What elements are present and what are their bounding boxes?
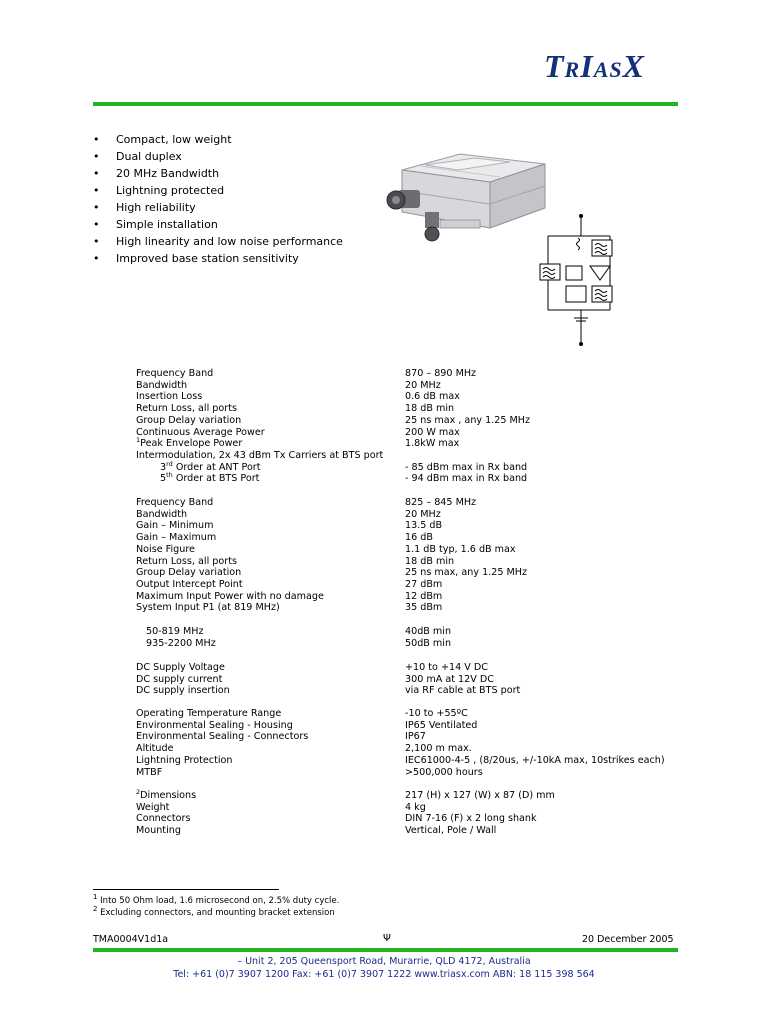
spec-label: Operating Temperature Range [136, 708, 282, 719]
spec-value: via RF cable at BTS port [405, 685, 521, 697]
spec-label: 50-819 MHz [146, 626, 204, 637]
spec-value: >500,000 hours [405, 766, 483, 778]
spec-value: 200 W max [405, 426, 460, 438]
feature-item: • Dual duplex [93, 148, 343, 165]
company-address: – Unit 2, 205 Queensport Road, Murarrie, QLD 4172, Australia [237, 956, 531, 967]
spec-value: DIN 7-16 (F) x 2 long shank [405, 813, 537, 825]
spec-label: Output Intercept Point [136, 578, 243, 590]
spec-label: Weight [136, 801, 170, 813]
spec-label: Environmental Sealing - Housing [136, 719, 293, 731]
spec-label: Continuous Average Power [136, 426, 265, 438]
spec-value: 27 dBm [405, 578, 443, 590]
spec-label: 5th Order at BTS Port [160, 471, 260, 485]
spec-label: Frequency Band [136, 368, 214, 379]
feature-item: • Compact, low weight [93, 131, 343, 148]
footnote-2 [93, 905, 335, 918]
spec-label: Intermodulation, 2x 43 dBm Tx Carriers at BTS port [136, 449, 384, 461]
logo-text: TRIASX [544, 48, 645, 84]
spec-label: Bandwidth [136, 508, 188, 520]
triasx-logo [544, 48, 680, 84]
spec-label: Group Delay variation [136, 414, 242, 426]
spec-value: Vertical, Pole / Wall [405, 825, 497, 837]
document-date: 20 December 2005 [582, 934, 674, 945]
spec-label: Gain – Minimum [136, 520, 214, 532]
spec-value: 25 ns max, any 1.25 MHz [405, 567, 528, 579]
spec-value: 300 mA at 12V DC [405, 673, 494, 685]
spec-label: Return Loss, all ports [136, 403, 237, 415]
footer-rule [93, 948, 678, 952]
feature-item: • Simple installation [93, 216, 343, 233]
footer-symbol: Ψ [383, 933, 391, 944]
feature-item: • Improved base station sensitivity [93, 250, 343, 267]
footnote-text: Excluding connectors, and mounting bracket extension [97, 908, 335, 918]
spec-label: DC supply insertion [136, 685, 230, 697]
feature-item: • Lightning protected [93, 182, 343, 199]
spec-value: 25 ns max , any 1.25 MHz [405, 414, 531, 426]
spec-label: Bandwidth [136, 379, 188, 391]
product-photo [380, 150, 550, 245]
ordinal-suffix: th [166, 471, 173, 480]
footnote-1 [93, 893, 340, 906]
spec-value: IP65 Ventilated [405, 719, 478, 731]
spec-label: Connectors [136, 813, 191, 825]
spec-label: $^2$Dimensions [136, 787, 197, 801]
spec-value: IP67 [405, 731, 426, 743]
spec-label: Frequency Band [136, 497, 214, 508]
footnote-rule [93, 889, 279, 890]
company-contact: Tel: +61 (0)7 3907 1200 Fax: +61 (0)7 3907 1222 www.triasx.com ABN: 18 115 398 564 [173, 969, 595, 980]
spec-label: MTBF [136, 766, 163, 778]
spec-value: 16 dB [405, 532, 433, 544]
spec-value: 2,100 m max. [405, 743, 472, 755]
spec-value: 12 dBm [405, 590, 443, 602]
spec-value: 217 (H) x 127 (W) x 87 (D) mm [405, 790, 555, 801]
ordinal-suffix: rd [166, 459, 173, 468]
spec-value: 18 dB min [405, 555, 455, 567]
spec-value: 4 kg [405, 801, 426, 813]
spec-value: 20 MHz [405, 508, 441, 520]
spec-label: Lightning Protection [136, 754, 233, 766]
spec-label: Return Loss, all ports [136, 555, 237, 567]
footnote-text: Into 50 Ohm load, 1.6 microsecond on, 2.5% duty cycle. [97, 896, 340, 906]
footnote-ref: 1 [136, 436, 141, 444]
footnote-ref: 2 [136, 787, 141, 796]
feature-item: • High linearity and low noise performance [93, 233, 343, 250]
spec-label: Environmental Sealing - Connectors [136, 731, 309, 743]
block-diagram [538, 214, 618, 346]
spec-label: DC supply current [136, 673, 223, 685]
spec-label: Insertion Loss [136, 391, 203, 403]
spec-value: +10 to +14 V DC [405, 662, 488, 673]
spec-label: Gain – Maximum [136, 532, 217, 544]
spec-value: 825 – 845 MHz [405, 497, 477, 508]
spec-value: - 94 dBm max in Rx band [405, 473, 528, 485]
spec-label: Group Delay variation [136, 567, 242, 579]
spec-label: Altitude [136, 743, 174, 755]
document-id: TMA0004V1d1a [93, 934, 169, 945]
spec-value: IEC61000-4-5 , (8/20us, +/-10kA max, 10strikes each) [405, 754, 665, 766]
spec-value: - 85 dBm max in Rx band [405, 461, 528, 473]
spec-value: -10 to +55ºC [405, 708, 468, 719]
spec-value: 1.1 dB typ, 1.6 dB max [405, 543, 516, 555]
spec-value: 18 dB min [405, 403, 455, 415]
spec-value: 35 dBm [405, 602, 443, 614]
header-rule [93, 102, 678, 106]
feature-list [93, 131, 343, 267]
spec-value: 0.6 dB max [405, 391, 460, 403]
spec-value: 50dB min [405, 637, 452, 649]
spec-label: $^1$Peak Envelope Power [136, 436, 243, 450]
spec-label: Noise Figure [136, 543, 195, 555]
spec-value: 870 – 890 MHz [405, 368, 477, 379]
feature-item: • 20 MHz Bandwidth [93, 165, 343, 182]
footnote-mark: 1 [93, 893, 98, 902]
spec-label: DC Supply Voltage [136, 662, 225, 673]
spec-label: Mounting [136, 825, 181, 837]
spec-label: Maximum Input Power with no damage [136, 590, 324, 602]
spec-value: 40dB min [405, 626, 452, 637]
spec-value: 13.5 dB [405, 520, 443, 532]
spec-value: 20 MHz [405, 379, 441, 391]
spec-label: System Input P1 (at 819 MHz) [136, 602, 280, 614]
footnote-mark: 2 [93, 905, 98, 914]
feature-item: • High reliability [93, 199, 343, 216]
spec-label: 3rd Order at ANT Port [160, 459, 261, 473]
spec-value: 1.8kW max [405, 438, 460, 450]
spec-label: 935-2200 MHz [146, 637, 216, 649]
